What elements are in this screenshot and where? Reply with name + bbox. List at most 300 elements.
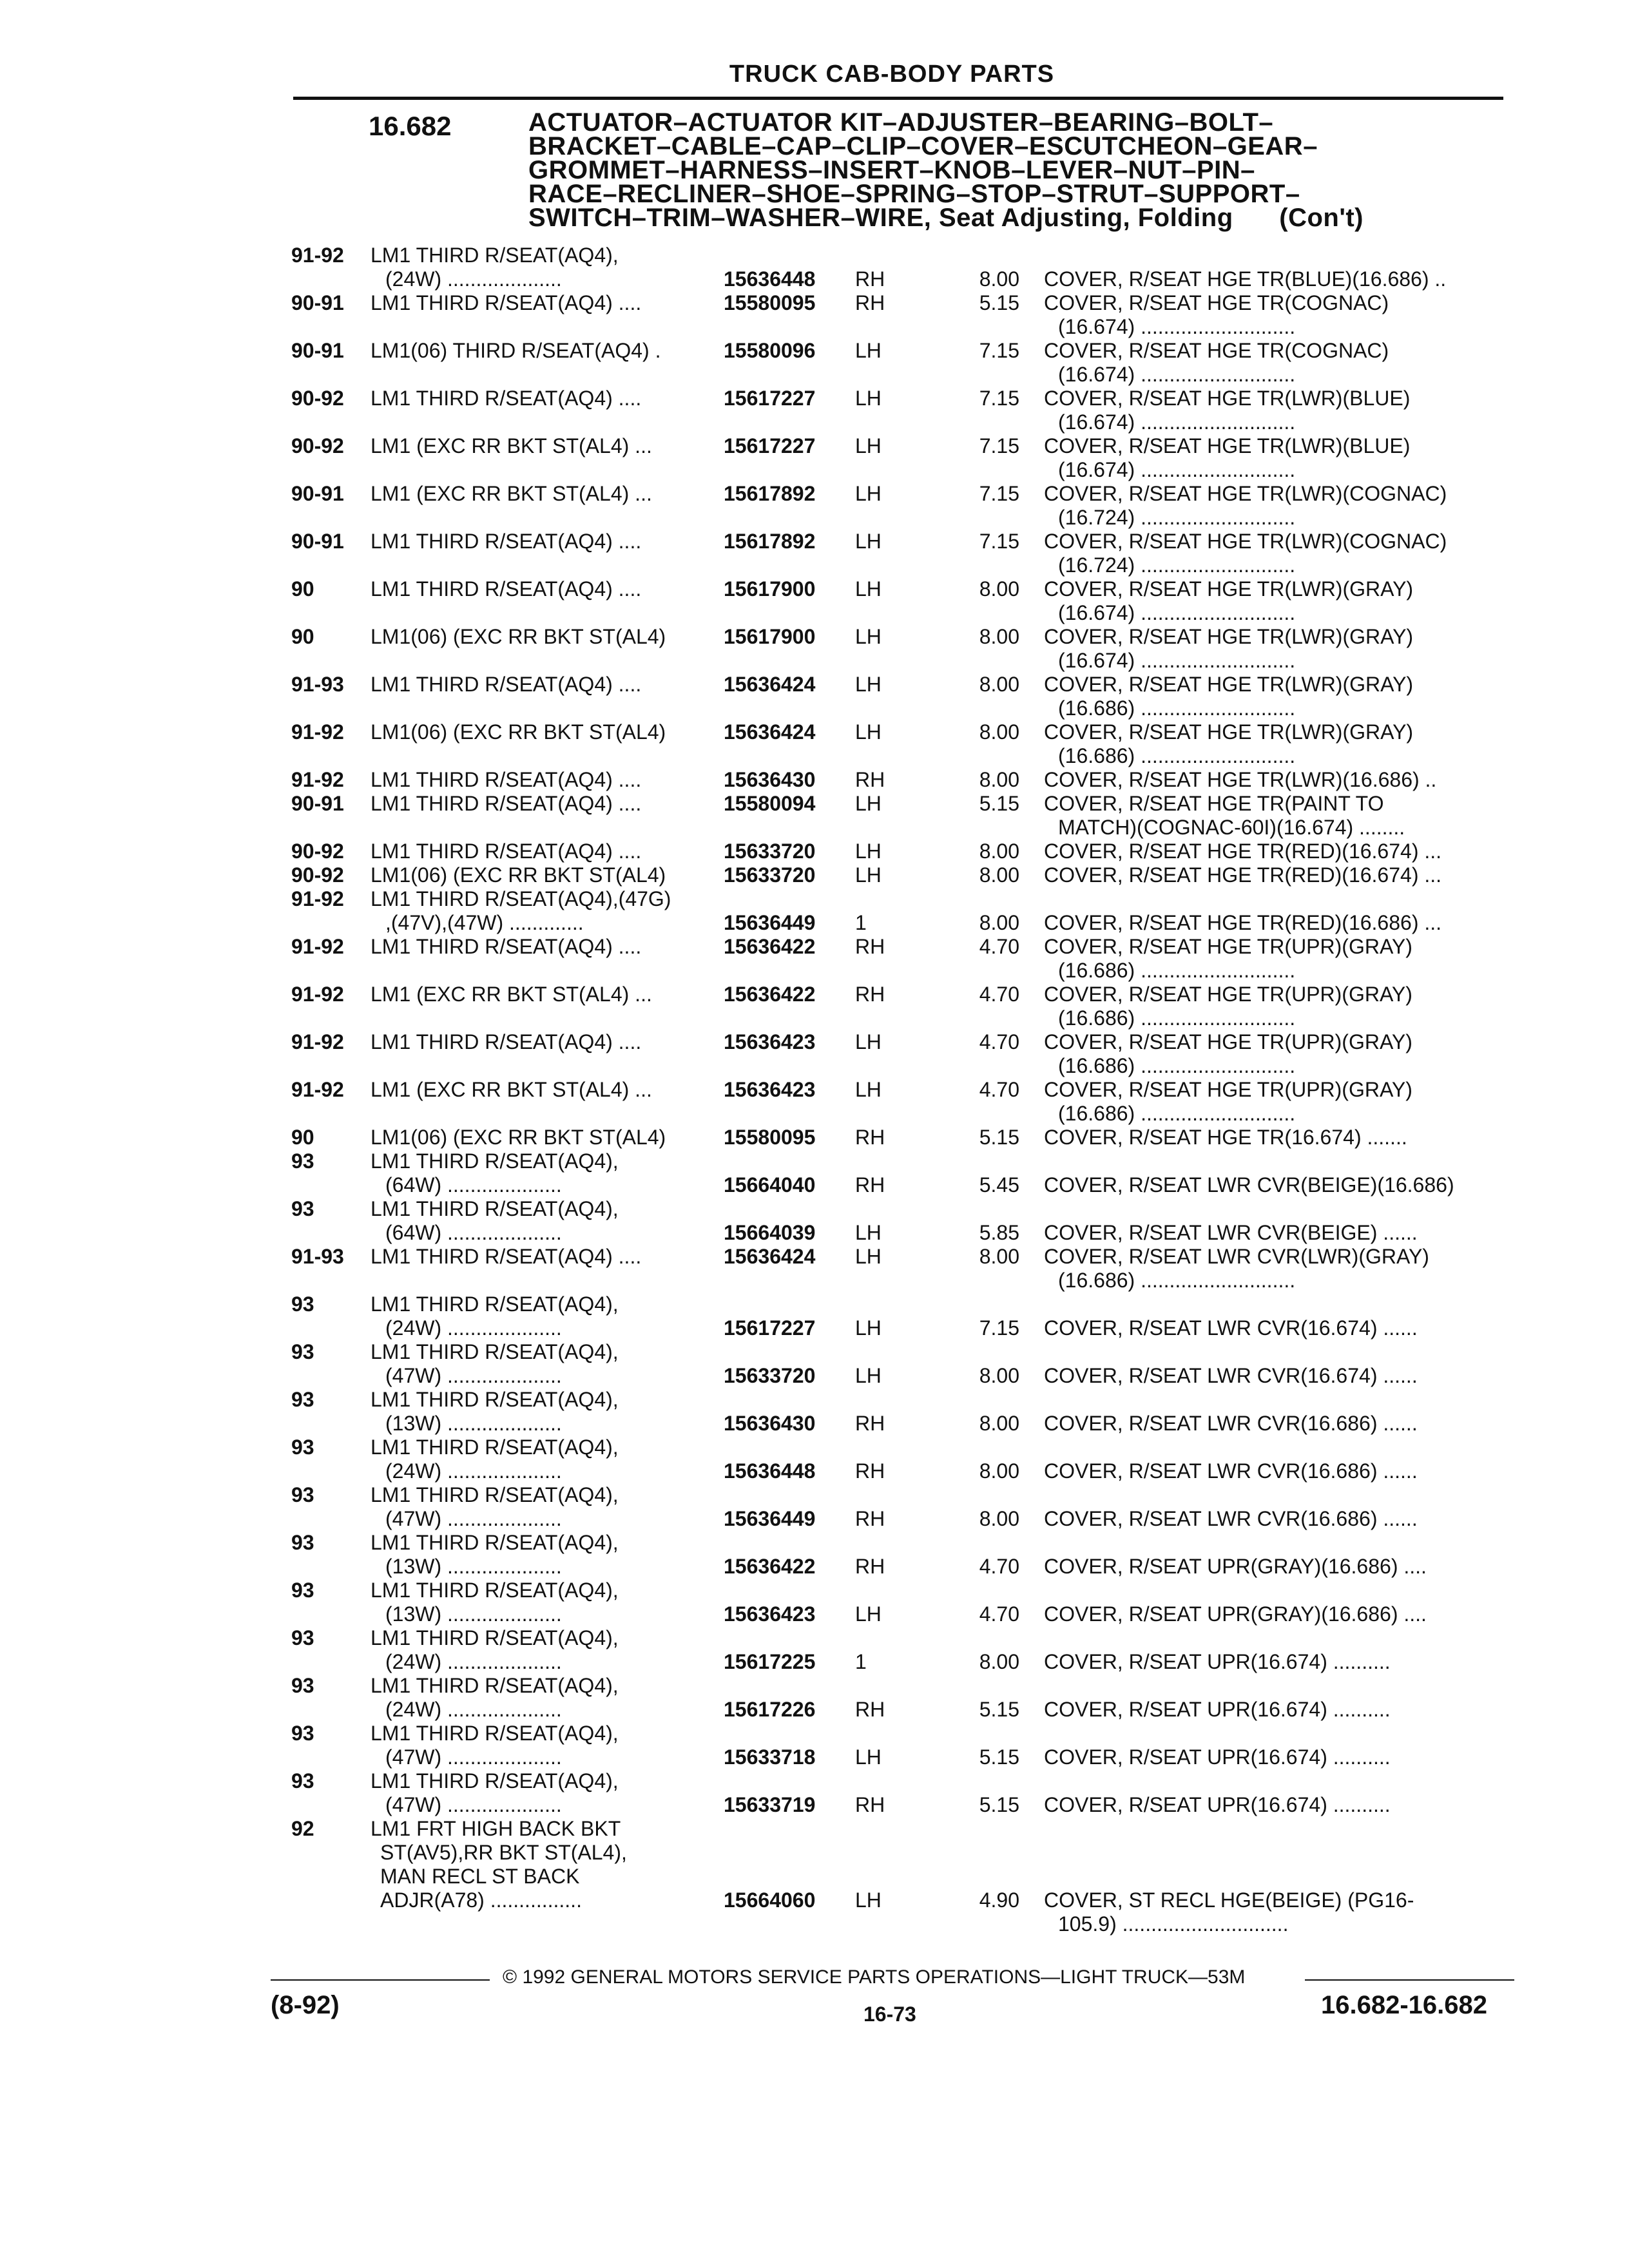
quantity: LH — [855, 434, 882, 457]
application-description: LM1 THIRD R/SEAT(AQ4), — [371, 1340, 619, 1363]
table-row — [0, 530, 1629, 577]
table-row — [0, 1078, 1629, 1126]
price: 7.15 — [979, 387, 1019, 410]
part-description: (16.686) ........................... — [1058, 1269, 1296, 1292]
application-description: (24W) .................... — [385, 1459, 562, 1483]
application-description: (13W) .................... — [385, 1412, 562, 1435]
price: 8.00 — [979, 1459, 1019, 1483]
footer-date-code: (8-92) — [271, 1991, 340, 2019]
part-description: COVER, R/SEAT HGE TR(LWR)(GRAY) — [1044, 577, 1414, 601]
group-title-line: BRACKET–CABLE–CAP–CLIP–COVER–ESCUTCHEON–GEAR– — [528, 132, 1318, 160]
model-years: 93 — [291, 1626, 314, 1649]
quantity: LH — [855, 1745, 882, 1769]
part-number: 15633720 — [724, 840, 816, 863]
application-description: (47W) .................... — [385, 1745, 562, 1769]
part-number: 15636449 — [724, 911, 816, 934]
model-years: 91-92 — [291, 887, 344, 910]
quantity: RH — [855, 1793, 885, 1816]
table-row — [0, 1722, 1629, 1769]
application-description: (24W) .................... — [385, 1650, 562, 1673]
quantity: LH — [855, 530, 882, 553]
part-number: 15636424 — [724, 673, 816, 696]
quantity: LH — [855, 1078, 882, 1101]
model-years: 93 — [291, 1483, 314, 1506]
table-row — [0, 720, 1629, 768]
part-description: (16.686) ........................... — [1058, 959, 1296, 982]
application-description: LM1 THIRD R/SEAT(AQ4) .... — [371, 530, 642, 553]
price: 5.15 — [979, 1698, 1019, 1721]
model-years: 90-92 — [291, 840, 344, 863]
part-description: (16.686) ........................... — [1058, 1102, 1296, 1125]
model-years: 93 — [291, 1722, 314, 1745]
part-description: COVER, R/SEAT LWR CVR(16.686) ...... — [1044, 1412, 1418, 1435]
application-description: (24W) .................... — [385, 1698, 562, 1721]
table-row — [0, 1149, 1629, 1197]
price: 8.00 — [979, 1507, 1019, 1530]
part-description: COVER, R/SEAT UPR(GRAY)(16.686) .... — [1044, 1602, 1427, 1626]
group-title-line-last — [528, 206, 1495, 230]
price: 5.15 — [979, 1793, 1019, 1816]
quantity: LH — [855, 577, 882, 601]
table-row — [0, 768, 1629, 792]
table-row — [0, 1626, 1629, 1674]
part-number: 15636423 — [724, 1078, 816, 1101]
table-row — [0, 1817, 1629, 1936]
table-row — [0, 339, 1629, 387]
part-number: 15636422 — [724, 983, 816, 1006]
model-years: 91-92 — [291, 1030, 344, 1053]
application-description: LM1 THIRD R/SEAT(AQ4), — [371, 1293, 619, 1316]
price: 8.00 — [979, 840, 1019, 863]
quantity: RH — [855, 1459, 885, 1483]
part-number: 15633718 — [724, 1745, 816, 1769]
application-description: (64W) .................... — [385, 1221, 562, 1244]
application-description: LM1 THIRD R/SEAT(AQ4), — [371, 1436, 619, 1459]
part-number: 15580094 — [724, 792, 816, 815]
price: 8.00 — [979, 625, 1019, 648]
application-description: ADJR(A78) ................ — [380, 1888, 582, 1912]
application-description: LM1 THIRD R/SEAT(AQ4),(47G) — [371, 887, 671, 910]
part-number: 15617225 — [724, 1650, 816, 1673]
quantity: LH — [855, 673, 882, 696]
model-years: 90-92 — [291, 387, 344, 410]
table-row — [0, 887, 1629, 935]
table-row — [0, 434, 1629, 482]
application-description: LM1 THIRD R/SEAT(AQ4) .... — [371, 673, 642, 696]
price: 7.15 — [979, 434, 1019, 457]
table-row — [0, 1483, 1629, 1531]
table-row — [0, 1293, 1629, 1340]
part-description: (16.724) ........................... — [1058, 553, 1296, 577]
part-description: COVER, R/SEAT LWR CVR(BEIGE) ...... — [1044, 1221, 1418, 1244]
table-row — [0, 983, 1629, 1030]
price: 7.15 — [979, 530, 1019, 553]
part-description: COVER, R/SEAT LWR CVR(BEIGE)(16.686) — [1044, 1173, 1454, 1196]
part-description: COVER, R/SEAT LWR CVR(16.674) ...... — [1044, 1316, 1418, 1340]
quantity: RH — [855, 1412, 885, 1435]
part-description: COVER, R/SEAT UPR(16.674) .......... — [1044, 1745, 1391, 1769]
quantity: 1 — [855, 1650, 867, 1673]
header-rule — [293, 97, 1503, 100]
model-years: 91-92 — [291, 244, 344, 267]
price: 4.70 — [979, 983, 1019, 1006]
part-description: COVER, R/SEAT LWR CVR(16.674) ...... — [1044, 1364, 1418, 1387]
model-years: 93 — [291, 1197, 314, 1220]
model-years: 91-92 — [291, 768, 344, 791]
quantity: RH — [855, 291, 885, 314]
model-years: 90-91 — [291, 792, 344, 815]
part-description: COVER, R/SEAT UPR(16.674) .......... — [1044, 1650, 1391, 1673]
part-description: COVER, R/SEAT HGE TR(RED)(16.686) ... — [1044, 911, 1442, 934]
table-row — [0, 387, 1629, 434]
application-description: LM1 THIRD R/SEAT(AQ4), — [371, 1388, 619, 1411]
model-years: 91-92 — [291, 1078, 344, 1101]
part-number: 15636424 — [724, 720, 816, 744]
table-row — [0, 1245, 1629, 1293]
part-description: (16.686) ........................... — [1058, 697, 1296, 720]
application-description: LM1 THIRD R/SEAT(AQ4), — [371, 1626, 619, 1649]
part-number: 15633720 — [724, 863, 816, 887]
model-years: 91-92 — [291, 983, 344, 1006]
footer-rule-right — [1305, 1979, 1514, 1981]
part-number: 15636449 — [724, 1507, 816, 1530]
price: 5.15 — [979, 1126, 1019, 1149]
quantity: LH — [855, 792, 882, 815]
application-description: LM1 THIRD R/SEAT(AQ4), — [371, 1674, 619, 1697]
application-description: LM1 THIRD R/SEAT(AQ4) .... — [371, 935, 642, 958]
model-years: 90 — [291, 577, 314, 601]
table-row — [0, 1436, 1629, 1483]
model-years: 91-92 — [291, 720, 344, 744]
quantity: LH — [855, 1221, 882, 1244]
part-number: 15617227 — [724, 387, 816, 410]
price: 5.45 — [979, 1173, 1019, 1196]
group-title-line: RACE–RECLINER–SHOE–SPRING–STOP–STRUT–SUPPORT– — [528, 180, 1300, 208]
application-description: LM1(06) (EXC RR BKT ST(AL4) — [371, 863, 666, 887]
part-number: 15636430 — [724, 768, 816, 791]
quantity: LH — [855, 863, 882, 887]
application-description: LM1 THIRD R/SEAT(AQ4) .... — [371, 840, 642, 863]
table-row — [0, 1674, 1629, 1722]
part-description: COVER, R/SEAT HGE TR(LWR)(COGNAC) — [1044, 482, 1447, 505]
part-description: COVER, R/SEAT HGE TR(RED)(16.674) ... — [1044, 863, 1442, 887]
quantity: RH — [855, 1126, 885, 1149]
group-title-line: GROMMET–HARNESS–INSERT–KNOB–LEVER–NUT–PIN– — [528, 156, 1255, 184]
part-number: 15636448 — [724, 1459, 816, 1483]
model-years: 90 — [291, 625, 314, 648]
model-years: 90 — [291, 1126, 314, 1149]
application-description: LM1 THIRD R/SEAT(AQ4), — [371, 1149, 619, 1173]
quantity: LH — [855, 339, 882, 362]
model-years: 90-92 — [291, 863, 344, 887]
application-description: LM1(06) (EXC RR BKT ST(AL4) — [371, 625, 666, 648]
application-description: LM1 THIRD R/SEAT(AQ4) .... — [371, 792, 642, 815]
part-number: 15617900 — [724, 625, 816, 648]
application-description: LM1 (EXC RR BKT ST(AL4) ... — [371, 482, 652, 505]
part-description: (16.686) ........................... — [1058, 1006, 1296, 1030]
quantity: LH — [855, 1602, 882, 1626]
price: 4.70 — [979, 935, 1019, 958]
table-row — [0, 673, 1629, 720]
application-description: LM1 THIRD R/SEAT(AQ4) .... — [371, 387, 642, 410]
price: 7.15 — [979, 1316, 1019, 1340]
part-number: 15580096 — [724, 339, 816, 362]
part-description: COVER, R/SEAT HGE TR(UPR)(GRAY) — [1044, 1078, 1412, 1101]
part-description: 105.9) ............................. — [1058, 1912, 1289, 1936]
part-number: 15633720 — [724, 1364, 816, 1387]
model-years: 93 — [291, 1293, 314, 1316]
part-description: (16.674) ........................... — [1058, 649, 1296, 672]
part-description: (16.674) ........................... — [1058, 410, 1296, 434]
application-description: LM1 THIRD R/SEAT(AQ4), — [371, 1769, 619, 1792]
model-years: 93 — [291, 1531, 314, 1554]
application-description: LM1 THIRD R/SEAT(AQ4) .... — [371, 1245, 642, 1268]
part-description: (16.686) ........................... — [1058, 744, 1296, 767]
part-description: COVER, R/SEAT HGE TR(COGNAC) — [1044, 339, 1389, 362]
application-description: LM1(06) THIRD R/SEAT(AQ4) . — [371, 339, 661, 362]
application-description: LM1 THIRD R/SEAT(AQ4) .... — [371, 768, 642, 791]
price: 8.00 — [979, 267, 1019, 291]
price: 5.15 — [979, 291, 1019, 314]
part-description: COVER, R/SEAT HGE TR(LWR)(GRAY) — [1044, 673, 1414, 696]
table-row — [0, 1126, 1629, 1149]
price: 7.15 — [979, 339, 1019, 362]
table-row — [0, 1388, 1629, 1436]
model-years: 93 — [291, 1769, 314, 1792]
part-number: 15633719 — [724, 1793, 816, 1816]
part-number: 15664039 — [724, 1221, 816, 1244]
part-number: 15664060 — [724, 1888, 816, 1912]
model-years: 90-91 — [291, 530, 344, 553]
part-number: 15617227 — [724, 434, 816, 457]
application-description: LM1 THIRD R/SEAT(AQ4), — [371, 1483, 619, 1506]
part-number: 15636424 — [724, 1245, 816, 1268]
application-description: (13W) .................... — [385, 1602, 562, 1626]
model-years: 91-92 — [291, 935, 344, 958]
part-description: COVER, R/SEAT HGE TR(LWR)(16.686) .. — [1044, 768, 1437, 791]
footer-group-range: 16.682-16.682 — [1321, 1991, 1488, 2019]
part-description: COVER, R/SEAT HGE TR(16.674) ....... — [1044, 1126, 1407, 1149]
quantity: RH — [855, 768, 885, 791]
model-years: 93 — [291, 1579, 314, 1602]
part-number: 15580095 — [724, 291, 816, 314]
quantity: 1 — [855, 911, 867, 934]
part-description: COVER, ST RECL HGE(BEIGE) (PG16- — [1044, 1888, 1414, 1912]
table-row — [0, 625, 1629, 673]
quantity: RH — [855, 267, 885, 291]
application-description: (24W) .................... — [385, 267, 562, 291]
table-row — [0, 291, 1629, 339]
model-years: 91-93 — [291, 673, 344, 696]
price: 4.70 — [979, 1078, 1019, 1101]
footer-rule-left — [271, 1979, 490, 1981]
part-description: COVER, R/SEAT UPR(16.674) .......... — [1044, 1793, 1391, 1816]
price: 8.00 — [979, 577, 1019, 601]
part-description: COVER, R/SEAT HGE TR(UPR)(GRAY) — [1044, 983, 1412, 1006]
table-row — [0, 1769, 1629, 1817]
part-description: COVER, R/SEAT HGE TR(RED)(16.674) ... — [1044, 840, 1442, 863]
application-description: LM1 (EXC RR BKT ST(AL4) ... — [371, 434, 652, 457]
application-description: MAN RECL ST BACK — [380, 1865, 580, 1888]
part-number: 15636423 — [724, 1030, 816, 1053]
application-description: LM1 THIRD R/SEAT(AQ4) .... — [371, 577, 642, 601]
part-number: 15617892 — [724, 482, 816, 505]
model-years: 93 — [291, 1674, 314, 1697]
continued-label: (Con't) — [1279, 204, 1364, 232]
part-description: COVER, R/SEAT HGE TR(LWR)(BLUE) — [1044, 434, 1411, 457]
footer-page-number: 16-73 — [863, 2003, 916, 2026]
quantity: LH — [855, 1245, 882, 1268]
model-years: 93 — [291, 1149, 314, 1173]
table-row — [0, 1197, 1629, 1245]
part-description: COVER, R/SEAT HGE TR(LWR)(GRAY) — [1044, 625, 1414, 648]
table-row — [0, 935, 1629, 983]
part-description: (16.674) ........................... — [1058, 458, 1296, 481]
part-description: COVER, R/SEAT HGE TR(BLUE)(16.686) .. — [1044, 267, 1447, 291]
quantity: LH — [855, 1316, 882, 1340]
part-description: COVER, R/SEAT UPR(16.674) .......... — [1044, 1698, 1391, 1721]
part-description: COVER, R/SEAT UPR(GRAY)(16.686) .... — [1044, 1555, 1427, 1578]
part-description: COVER, R/SEAT HGE TR(UPR)(GRAY) — [1044, 935, 1412, 958]
quantity: LH — [855, 720, 882, 744]
price: 4.70 — [979, 1602, 1019, 1626]
table-row — [0, 1579, 1629, 1626]
part-number: 15636448 — [724, 267, 816, 291]
price: 8.00 — [979, 673, 1019, 696]
price: 4.70 — [979, 1555, 1019, 1578]
price: 5.15 — [979, 1745, 1019, 1769]
part-description: COVER, R/SEAT HGE TR(PAINT TO — [1044, 792, 1384, 815]
model-years: 92 — [291, 1817, 314, 1840]
part-description: (16.724) ........................... — [1058, 506, 1296, 529]
application-description: LM1(06) (EXC RR BKT ST(AL4) — [371, 1126, 666, 1149]
part-number: 15617892 — [724, 530, 816, 553]
group-title — [528, 108, 1495, 232]
application-description: ,(47V),(47W) ............. — [385, 911, 584, 934]
part-number: 15636422 — [724, 1555, 816, 1578]
table-row — [0, 863, 1629, 887]
model-years: 93 — [291, 1340, 314, 1363]
application-description: LM1 FRT HIGH BACK BKT — [371, 1817, 621, 1840]
price: 8.00 — [979, 768, 1019, 791]
part-description: (16.674) ........................... — [1058, 363, 1296, 386]
application-description: (13W) .................... — [385, 1555, 562, 1578]
model-years: 90-91 — [291, 291, 344, 314]
model-years: 90-92 — [291, 434, 344, 457]
price: 4.70 — [979, 1030, 1019, 1053]
application-description: (24W) .................... — [385, 1316, 562, 1340]
quantity: RH — [855, 1173, 885, 1196]
part-description: COVER, R/SEAT LWR CVR(16.686) ...... — [1044, 1459, 1418, 1483]
part-description: COVER, R/SEAT LWR CVR(LWR)(GRAY) — [1044, 1245, 1429, 1268]
part-description: MATCH)(COGNAC-60I)(16.674) ........ — [1058, 816, 1405, 839]
part-number: 15636422 — [724, 935, 816, 958]
part-description: COVER, R/SEAT HGE TR(UPR)(GRAY) — [1044, 1030, 1412, 1053]
price: 8.00 — [979, 1650, 1019, 1673]
price: 8.00 — [979, 1245, 1019, 1268]
application-description: (47W) .................... — [385, 1364, 562, 1387]
part-number: 15617226 — [724, 1698, 816, 1721]
application-description: LM1 THIRD R/SEAT(AQ4), — [371, 1579, 619, 1602]
quantity: LH — [855, 482, 882, 505]
price: 8.00 — [979, 1364, 1019, 1387]
price: 8.00 — [979, 911, 1019, 934]
application-description: LM1 THIRD R/SEAT(AQ4) .... — [371, 291, 642, 314]
page-header-title: TRUCK CAB-BODY PARTS — [729, 61, 1055, 88]
part-number: 15617900 — [724, 577, 816, 601]
application-description: (64W) .................... — [385, 1173, 562, 1196]
price: 8.00 — [979, 863, 1019, 887]
application-description: LM1 THIRD R/SEAT(AQ4), — [371, 1722, 619, 1745]
quantity: LH — [855, 840, 882, 863]
price: 5.85 — [979, 1221, 1019, 1244]
quantity: RH — [855, 1507, 885, 1530]
part-number: 15617227 — [724, 1316, 816, 1340]
part-description: COVER, R/SEAT HGE TR(COGNAC) — [1044, 291, 1389, 314]
part-description: COVER, R/SEAT HGE TR(LWR)(BLUE) — [1044, 387, 1411, 410]
table-row — [0, 840, 1629, 863]
quantity: RH — [855, 1555, 885, 1578]
quantity: LH — [855, 1364, 882, 1387]
part-description: COVER, R/SEAT LWR CVR(16.686) ...... — [1044, 1507, 1418, 1530]
table-row — [0, 1030, 1629, 1078]
table-row — [0, 1340, 1629, 1388]
price: 8.00 — [979, 720, 1019, 744]
part-description: COVER, R/SEAT HGE TR(LWR)(GRAY) — [1044, 720, 1414, 744]
application-description: (47W) .................... — [385, 1507, 562, 1530]
part-number: 15636430 — [724, 1412, 816, 1435]
price: 5.15 — [979, 792, 1019, 815]
quantity: LH — [855, 1030, 882, 1053]
application-description: LM1 THIRD R/SEAT(AQ4), — [371, 1197, 619, 1220]
model-years: 90-91 — [291, 482, 344, 505]
application-description: LM1(06) (EXC RR BKT ST(AL4) — [371, 720, 666, 744]
price: 7.15 — [979, 482, 1019, 505]
model-years: 90-91 — [291, 339, 344, 362]
application-description: LM1 (EXC RR BKT ST(AL4) ... — [371, 983, 652, 1006]
part-number: 15636423 — [724, 1602, 816, 1626]
application-description: ST(AV5),RR BKT ST(AL4), — [380, 1841, 627, 1864]
table-row — [0, 1531, 1629, 1579]
group-number: 16.682 — [369, 111, 452, 141]
part-description: (16.674) ........................... — [1058, 315, 1296, 338]
group-title-line: ACTUATOR–ACTUATOR KIT–ADJUSTER–BEARING–BOLT– — [528, 108, 1274, 137]
application-description: LM1 THIRD R/SEAT(AQ4), — [371, 1531, 619, 1554]
table-row — [0, 792, 1629, 840]
quantity: LH — [855, 387, 882, 410]
application-description: LM1 (EXC RR BKT ST(AL4) ... — [371, 1078, 652, 1101]
table-row — [0, 244, 1629, 291]
model-years: 91-93 — [291, 1245, 344, 1268]
part-description: (16.674) ........................... — [1058, 601, 1296, 624]
model-years: 93 — [291, 1436, 314, 1459]
quantity: RH — [855, 983, 885, 1006]
footer-copyright: © 1992 GENERAL MOTORS SERVICE PARTS OPERATIONS—LIGHT TRUCK—53M — [503, 1966, 1246, 1988]
quantity: RH — [855, 935, 885, 958]
quantity: RH — [855, 1698, 885, 1721]
application-description: LM1 THIRD R/SEAT(AQ4), — [371, 244, 619, 267]
part-description: (16.686) ........................... — [1058, 1054, 1296, 1077]
application-description: LM1 THIRD R/SEAT(AQ4) .... — [371, 1030, 642, 1053]
table-row — [0, 482, 1629, 530]
part-number: 15664040 — [724, 1173, 816, 1196]
part-description: COVER, R/SEAT HGE TR(LWR)(COGNAC) — [1044, 530, 1447, 553]
table-row — [0, 577, 1629, 625]
quantity: LH — [855, 1888, 882, 1912]
price: 4.90 — [979, 1888, 1019, 1912]
model-years: 93 — [291, 1388, 314, 1411]
price: 8.00 — [979, 1412, 1019, 1435]
